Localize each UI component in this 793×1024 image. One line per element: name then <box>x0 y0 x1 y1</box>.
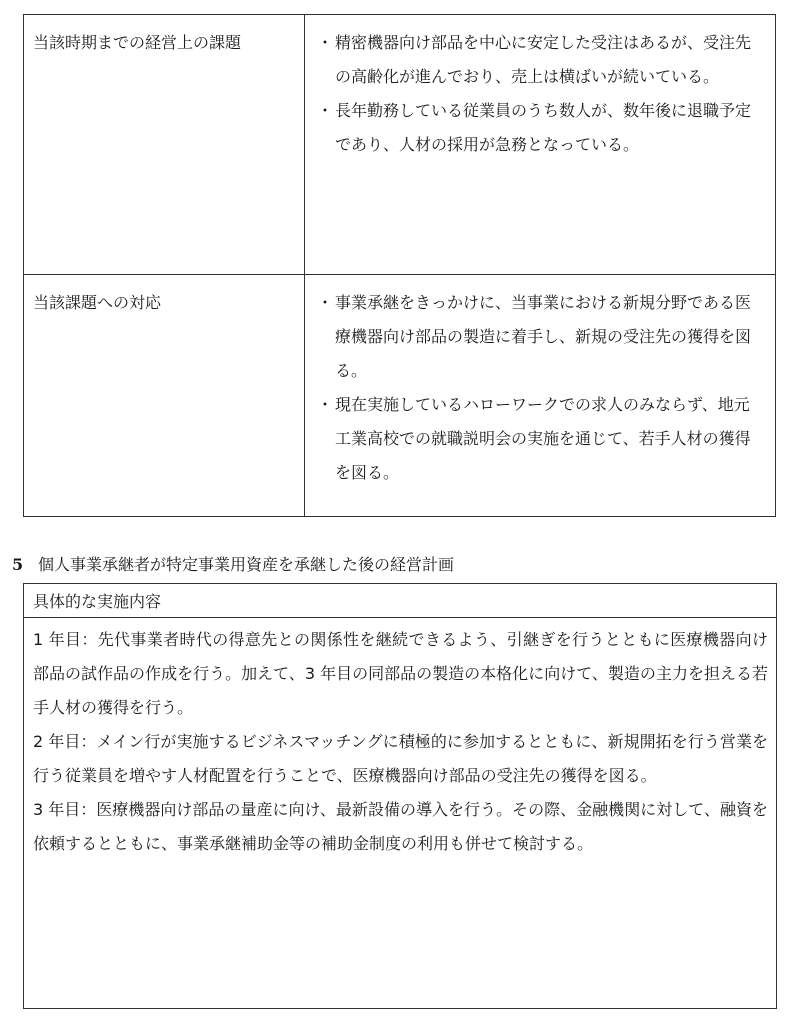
list-item <box>315 388 761 490</box>
plan-year-2: 2 年目：メイン行が実施するビジネスマッチングに積極的に参加するとともに、新規開拓を行う営業を行う従業員を増やす人材配置を行うことで、医療機器向け部品の受注先の獲得を図る。 <box>33 732 768 785</box>
section-title: 個人事業承継者が特定事業用資産を承継した後の経営計画 <box>38 555 455 574</box>
row-label-response: 当該課題への対応 <box>24 275 305 517</box>
management-issues-table <box>23 14 776 517</box>
row-content-response <box>305 275 776 517</box>
plan-year-1: 1 年目：先代事業者時代の得意先との関係性を継続できるよう、引継ぎを行うとともに医療機器向け部品の試作品の作成を行う。加えて、3 年目の同部品の製造の本格化に向けて、製造の主力を担える若手人材の獲得を行う。 <box>33 630 768 717</box>
bullet-mark: ・ <box>317 395 334 414</box>
bullet-list <box>315 286 761 490</box>
list-item-text: 長年勤務している従業員のうち数人が、数年後に退職予定であり、人材の採用が急務となっている。 <box>335 101 752 154</box>
bullet-mark: ・ <box>317 293 334 312</box>
list-item <box>315 94 761 162</box>
list-item-text: 現在実施しているハローワークでの求人のみならず、地元工業高校での就職説明会の実施を通じて、若手人材の獲得を図る。 <box>335 395 751 482</box>
business-plan-box <box>23 583 777 1009</box>
row-label-issues: 当該時期までの経営上の課題 <box>24 15 305 275</box>
plan-body <box>24 618 776 861</box>
plan-header: 具体的な実施内容 <box>24 584 776 618</box>
section-number: 5 <box>12 555 24 574</box>
list-item-text: 精密機器向け部品を中心に安定した受注はあるが、受注先の高齢化が進んでおり、売上は横ばいが続いている。 <box>335 33 752 86</box>
table-row <box>24 15 776 275</box>
list-item <box>315 286 761 388</box>
section-heading <box>12 553 454 577</box>
row-content-issues <box>305 15 776 275</box>
list-item-text: 事業承継をきっかけに、当事業における新規分野である医療機器向け部品の製造に着手し、新規の受注先の獲得を図る。 <box>335 293 752 380</box>
table-row <box>24 275 776 517</box>
bullet-mark: ・ <box>317 101 334 120</box>
bullet-list <box>315 26 761 162</box>
bullet-mark: ・ <box>317 33 334 52</box>
plan-year-3: 3 年目：医療機器向け部品の量産に向け、最新設備の導入を行う。その際、金融機関に対して、融資を依頼するとともに、事業承継補助金等の補助金制度の利用も併せて検討する。 <box>33 800 768 853</box>
list-item <box>315 26 761 94</box>
